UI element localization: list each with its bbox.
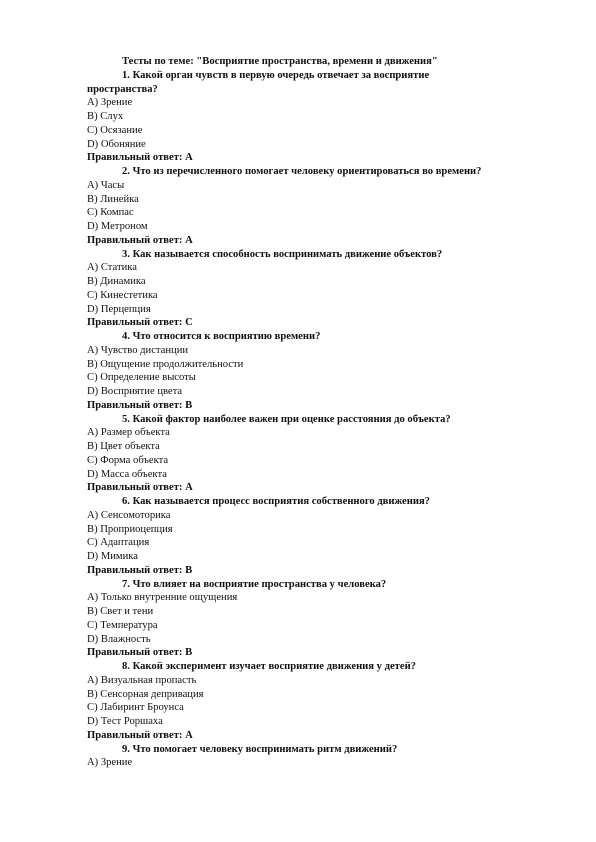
- question-block: [87, 413, 536, 496]
- answer-option: C) Форма объекта: [87, 454, 169, 466]
- answer-option: C) Кинестетика: [87, 289, 158, 301]
- correct-answer: Правильный ответ: A: [87, 152, 193, 164]
- answer-option: D) Масса объекта: [87, 468, 167, 480]
- question-text: 8. Какой эксперимент изучает восприятие движения у детей?: [122, 661, 416, 672]
- correct-answer: Правильный ответ: A: [87, 234, 193, 246]
- answer-option: B) Цвет объекта: [87, 441, 160, 452]
- answer-option: A) Визуальная пропасть: [87, 674, 197, 686]
- correct-answer: Правильный ответ: A: [87, 729, 193, 741]
- answer-option: D) Мимика: [87, 551, 138, 562]
- correct-answer: Правильный ответ: B: [87, 564, 193, 576]
- answer-option: B) Динамика: [87, 276, 146, 287]
- correct-answer: Правильный ответ: C: [87, 317, 193, 329]
- question-block: [87, 578, 536, 661]
- answer-option: B) Слух: [87, 111, 124, 122]
- correct-answer: Правильный ответ: A: [87, 482, 193, 494]
- answer-option: C) Температура: [87, 619, 158, 631]
- answer-option: B) Ощущение продолжительности: [87, 358, 244, 370]
- answer-option: A) Часы: [87, 179, 125, 191]
- question-text: 4. Что относится к восприятию времени?: [122, 331, 321, 342]
- question-block: [87, 248, 536, 331]
- question-block: [87, 495, 536, 578]
- answer-option: C) Лабиринт Броунса: [87, 702, 184, 714]
- correct-answer: Правильный ответ: B: [87, 399, 193, 411]
- question-text: 9. Что помогает человеку воспринимать ритм движений?: [122, 743, 398, 755]
- question-text: 3. Как называется способность воспринимать движение объектов?: [122, 248, 443, 260]
- question-text: 5. Какой фактор наиболее важен при оценке расстояния до объекта?: [122, 413, 451, 425]
- answer-option: B) Свет и тени: [87, 606, 154, 617]
- question-block: [87, 330, 536, 413]
- answer-option: A) Зрение: [87, 757, 133, 769]
- question-text-continuation: пространства?: [87, 83, 158, 95]
- answer-option: A) Только внутренние ощущения: [87, 592, 238, 604]
- question-text: 7. Что влияет на восприятие пространства у человека?: [122, 578, 387, 590]
- answer-option: D) Тест Роршаха: [87, 716, 163, 727]
- answer-option: D) Влажность: [87, 633, 151, 645]
- question-text: 6. Как называется процесс восприятия собственного движения?: [122, 496, 430, 507]
- document-title: Тесты по теме: "Восприятие пространства, времени и движения": [122, 56, 438, 67]
- question-block: [87, 165, 536, 248]
- question-text: 2. Что из перечисленного помогает человеку ориентироваться во времени?: [122, 166, 482, 177]
- answer-option: D) Обоняние: [87, 138, 146, 150]
- answer-option: A) Статика: [87, 262, 137, 274]
- answer-option: D) Метроном: [87, 221, 148, 232]
- answer-option: C) Определение высоты: [87, 372, 196, 384]
- answer-option: B) Линейка: [87, 193, 139, 205]
- answer-option: B) Проприоцепция: [87, 523, 173, 535]
- answer-option: C) Компас: [87, 207, 134, 219]
- answer-option: A) Сенсомоторика: [87, 509, 171, 521]
- answer-option: C) Осязание: [87, 124, 143, 136]
- answer-option: D) Восприятие цвета: [87, 386, 183, 397]
- question-text: 1. Какой орган чувств в первую очередь отвечает за восприятие: [122, 69, 430, 81]
- question-block: [87, 743, 536, 771]
- correct-answer: Правильный ответ: B: [87, 647, 193, 659]
- answer-option: C) Адаптация: [87, 537, 150, 549]
- answer-option: A) Зрение: [87, 97, 133, 109]
- answer-option: B) Сенсорная депривация: [87, 688, 204, 700]
- answer-option: D) Перцепция: [87, 303, 151, 315]
- question-block: [87, 660, 536, 743]
- question-block: [87, 69, 536, 165]
- answer-option: A) Чувство дистанции: [87, 344, 189, 356]
- answer-option: A) Размер объекта: [87, 427, 170, 439]
